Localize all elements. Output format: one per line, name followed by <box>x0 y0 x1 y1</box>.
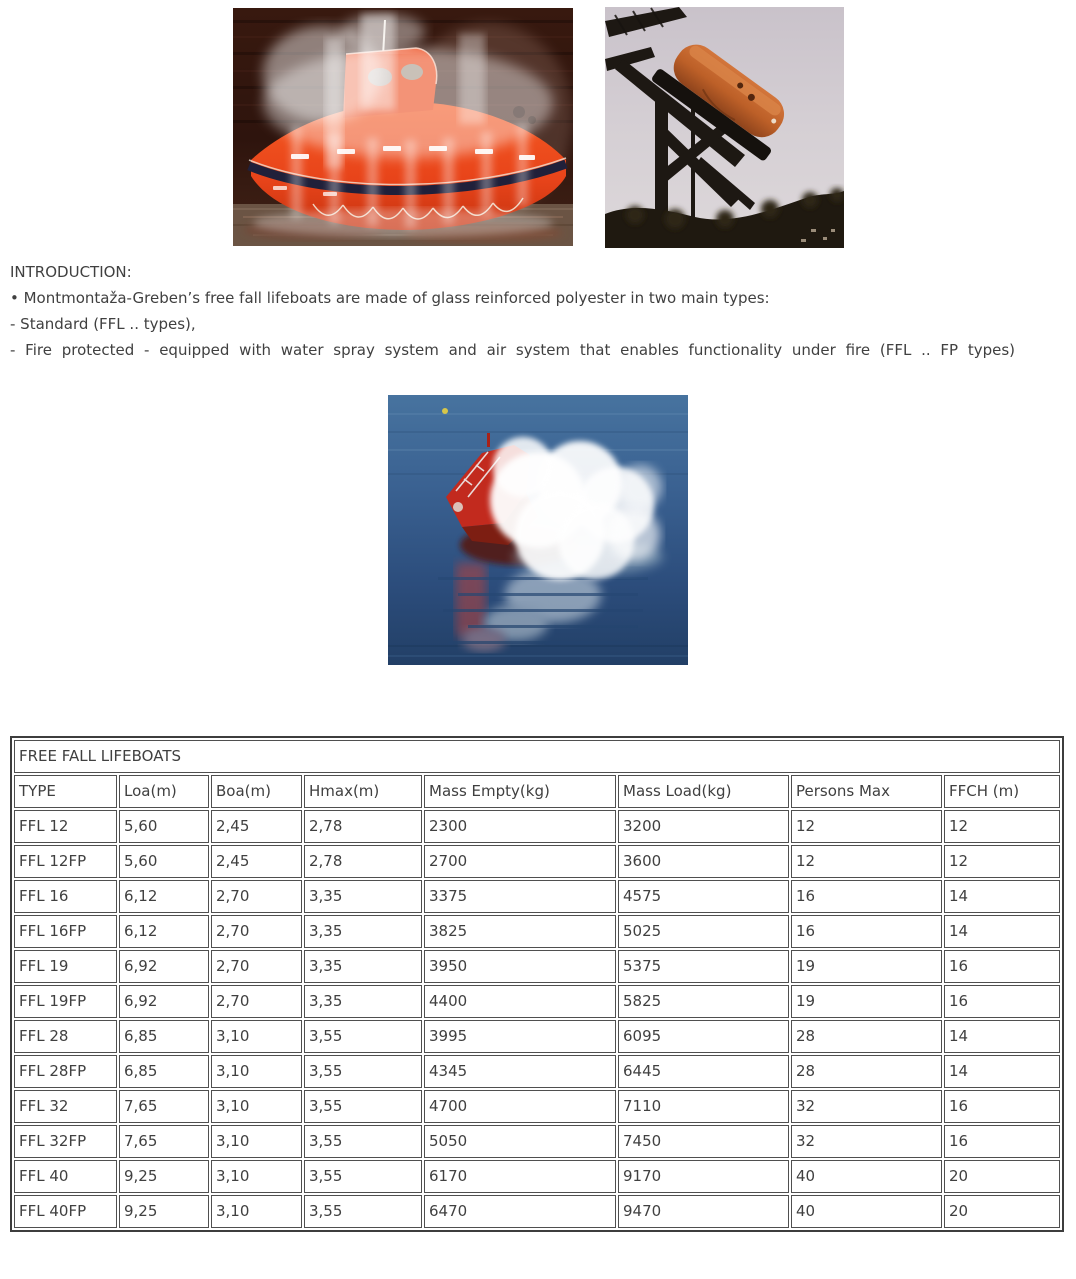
table-cell: 5,60 <box>119 845 209 878</box>
table-cell: 5025 <box>618 915 789 948</box>
table-cell: 20 <box>944 1195 1060 1228</box>
table-cell: 28 <box>791 1020 942 1053</box>
table-row <box>14 1090 1060 1123</box>
table-cell: 3,35 <box>304 950 422 983</box>
table-cell: 2,70 <box>211 985 302 1018</box>
table-cell: FFL 16FP <box>14 915 117 948</box>
table-cell: FFL 32FP <box>14 1125 117 1158</box>
table-row <box>14 845 1060 878</box>
buoy-speck <box>442 408 448 414</box>
table-cell: 9,25 <box>119 1195 209 1228</box>
table-cell: 6,85 <box>119 1055 209 1088</box>
table-cell: 3,35 <box>304 985 422 1018</box>
table-cell: 2,78 <box>304 810 422 843</box>
table-cell: 12 <box>944 810 1060 843</box>
table-cell: 3995 <box>424 1020 616 1053</box>
table-cell: 3,55 <box>304 1195 422 1228</box>
column-header: FFCH (m) <box>944 775 1060 808</box>
table-cell: FFL 12 <box>14 810 117 843</box>
lifeboats-table-section <box>10 736 1068 1232</box>
lifeboat-splashdown-photo <box>388 395 688 665</box>
table-cell: 2,78 <box>304 845 422 878</box>
table-header-row <box>14 775 1060 808</box>
column-header: Persons Max <box>791 775 942 808</box>
table-cell: 20 <box>944 1160 1060 1193</box>
table-cell: FFL 40FP <box>14 1195 117 1228</box>
table-cell: 3,10 <box>211 1020 302 1053</box>
table-cell: FFL 16 <box>14 880 117 913</box>
table-cell: 16 <box>944 985 1060 1018</box>
table-cell: 12 <box>791 845 942 878</box>
table-cell: FFL 32 <box>14 1090 117 1123</box>
table-cell: 5050 <box>424 1125 616 1158</box>
column-header: TYPE <box>14 775 117 808</box>
mast <box>487 433 490 447</box>
table-cell: 3,10 <box>211 1195 302 1228</box>
column-header: Hmax(m) <box>304 775 422 808</box>
column-header: Loa(m) <box>119 775 209 808</box>
table-cell: FFL 19 <box>14 950 117 983</box>
table-cell: 3,10 <box>211 1090 302 1123</box>
table-cell: FFL 19FP <box>14 985 117 1018</box>
table-cell: 3,55 <box>304 1160 422 1193</box>
table-cell: 6470 <box>424 1195 616 1228</box>
table-cell: FFL 28FP <box>14 1055 117 1088</box>
table-cell: 40 <box>791 1195 942 1228</box>
table-cell: 6,12 <box>119 915 209 948</box>
table-cell: FFL 40 <box>14 1160 117 1193</box>
table-cell: 3375 <box>424 880 616 913</box>
table-cell: 3,10 <box>211 1055 302 1088</box>
table-row <box>14 1195 1060 1228</box>
table-cell: 3,55 <box>304 1055 422 1088</box>
free-fall-lifeboats-table <box>10 736 1064 1232</box>
table-cell: 3,55 <box>304 1020 422 1053</box>
table-cell: 12 <box>944 845 1060 878</box>
table-cell: 7110 <box>618 1090 789 1123</box>
table-cell: 19 <box>791 985 942 1018</box>
table-cell: 16 <box>944 950 1060 983</box>
table-cell: 3,55 <box>304 1090 422 1123</box>
table-cell: 2,70 <box>211 915 302 948</box>
table-cell: 6170 <box>424 1160 616 1193</box>
table-cell: 3,55 <box>304 1125 422 1158</box>
table-cell: 14 <box>944 1020 1060 1053</box>
table-cell: FFL 12FP <box>14 845 117 878</box>
lifeboat-launch-ramp-art <box>605 7 844 248</box>
table-title: FREE FALL LIFEBOATS <box>14 740 1060 773</box>
table-row <box>14 810 1060 843</box>
table-cell: 3,35 <box>304 915 422 948</box>
table-cell: 6,85 <box>119 1020 209 1053</box>
table-cell: 3600 <box>618 845 789 878</box>
table-cell: 9,25 <box>119 1160 209 1193</box>
table-cell: 6095 <box>618 1020 789 1053</box>
table-cell: 5,60 <box>119 810 209 843</box>
table-cell: 16 <box>791 880 942 913</box>
lifeboat-launch-ramp-photo <box>605 7 844 248</box>
lifeboat-spray-test-photo <box>233 8 573 246</box>
table-cell: 7450 <box>618 1125 789 1158</box>
column-header: Boa(m) <box>211 775 302 808</box>
table-cell: 3200 <box>618 810 789 843</box>
table-cell: 14 <box>944 880 1060 913</box>
table-cell: 4345 <box>424 1055 616 1088</box>
table-cell: FFL 28 <box>14 1020 117 1053</box>
table-cell: 3,35 <box>304 880 422 913</box>
table-cell: 9470 <box>618 1195 789 1228</box>
column-header: Mass Load(kg) <box>618 775 789 808</box>
table-row <box>14 1160 1060 1193</box>
table-cell: 4400 <box>424 985 616 1018</box>
table-row <box>14 880 1060 913</box>
lifeboat-splashdown-art <box>388 395 688 665</box>
table-cell: 5825 <box>618 985 789 1018</box>
table-cell: 6,92 <box>119 950 209 983</box>
table-row <box>14 985 1060 1018</box>
table-cell: 6,92 <box>119 985 209 1018</box>
table-cell: 4575 <box>618 880 789 913</box>
table-cell: 19 <box>791 950 942 983</box>
table-cell: 14 <box>944 1055 1060 1088</box>
table-cell: 9170 <box>618 1160 789 1193</box>
introduction-heading: INTRODUCTION: <box>10 263 132 281</box>
table-cell: 12 <box>791 810 942 843</box>
table-cell: 2,45 <box>211 845 302 878</box>
column-header: Mass Empty(kg) <box>424 775 616 808</box>
table-cell: 7,65 <box>119 1090 209 1123</box>
introduction-bullet: • Montmontaža-Greben’s free fall lifeboats are made of glass reinforced polyester in two main types: <box>10 289 770 307</box>
table-cell: 32 <box>791 1090 942 1123</box>
table-title-row <box>14 740 1060 773</box>
table-cell: 28 <box>791 1055 942 1088</box>
table-cell: 5375 <box>618 950 789 983</box>
table-row <box>14 915 1060 948</box>
table-cell: 3,10 <box>211 1125 302 1158</box>
introduction-section <box>10 259 1068 363</box>
table-cell: 2700 <box>424 845 616 878</box>
table-cell: 4700 <box>424 1090 616 1123</box>
table-row <box>14 950 1060 983</box>
table-cell: 3,10 <box>211 1160 302 1193</box>
table-cell: 2,45 <box>211 810 302 843</box>
table-row <box>14 1125 1060 1158</box>
table-cell: 14 <box>944 915 1060 948</box>
table-cell: 16 <box>944 1090 1060 1123</box>
table-cell: 6,12 <box>119 880 209 913</box>
table-cell: 2300 <box>424 810 616 843</box>
table-row <box>14 1055 1060 1088</box>
table-cell: 3825 <box>424 915 616 948</box>
table-cell: 2,70 <box>211 880 302 913</box>
table-cell: 7,65 <box>119 1125 209 1158</box>
table-cell: 16 <box>791 915 942 948</box>
table-cell: 16 <box>944 1125 1060 1158</box>
lifeboat-spray-test-art <box>233 8 573 246</box>
table-cell: 40 <box>791 1160 942 1193</box>
table-cell: 2,70 <box>211 950 302 983</box>
table-cell: 32 <box>791 1125 942 1158</box>
table-row <box>14 1020 1060 1053</box>
introduction-item-fire-protected: - Fire protected - equipped with water spray system and air system that enables functionality under fire (FFL .. FP types) <box>10 341 1016 359</box>
introduction-item-standard: - Standard (FFL .. types), <box>10 315 196 333</box>
table-cell: 6445 <box>618 1055 789 1088</box>
table-cell: 3950 <box>424 950 616 983</box>
